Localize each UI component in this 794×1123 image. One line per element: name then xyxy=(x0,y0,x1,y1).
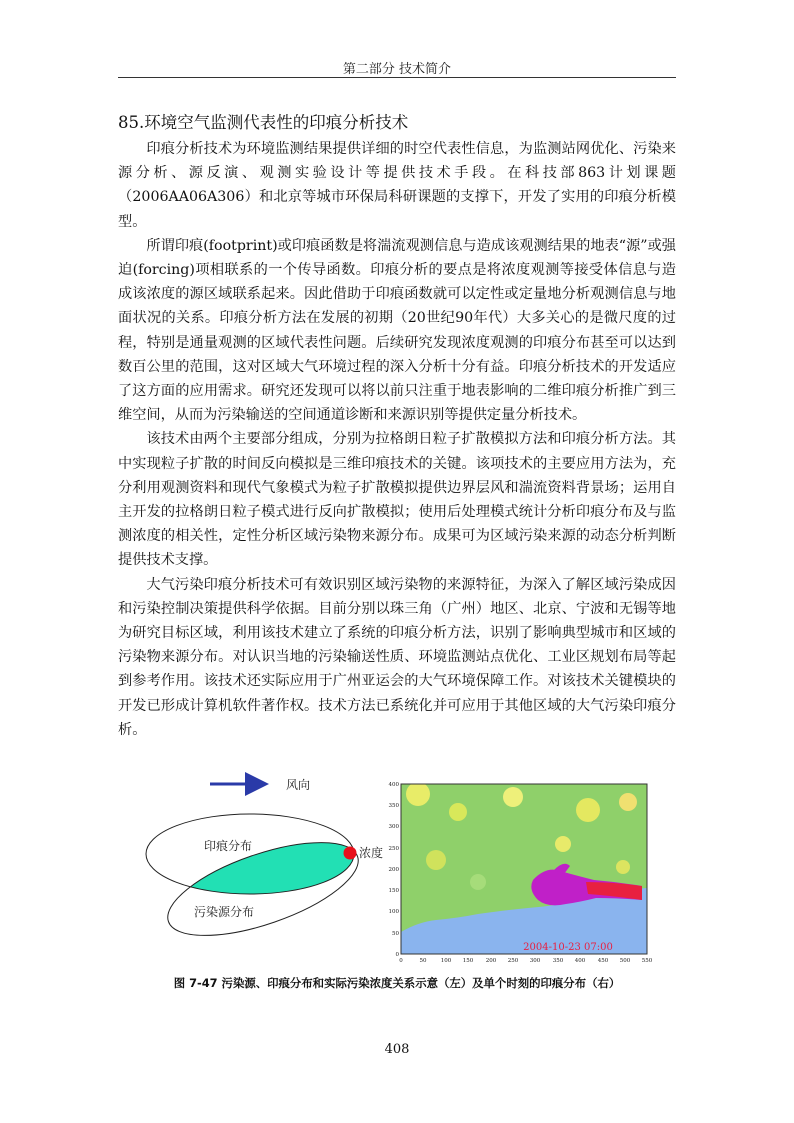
x-tick: 550 xyxy=(641,958,653,964)
map-timestamp: 2004-10-23 07:00 xyxy=(523,942,613,953)
y-tick: 50 xyxy=(392,931,399,937)
y-tick: 400 xyxy=(388,782,399,788)
y-tick: 150 xyxy=(388,888,399,894)
figure xyxy=(118,772,676,972)
y-tick: 200 xyxy=(388,867,399,873)
section-title: 85.环境空气监测代表性的印痕分析技术 xyxy=(118,113,409,132)
y-tick: 250 xyxy=(388,846,399,852)
source-label: 污染源分布 xyxy=(194,905,255,919)
x-tick: 500 xyxy=(619,958,631,964)
x-tick: 100 xyxy=(440,958,452,964)
x-tick: 0 xyxy=(399,958,403,964)
x-tick: 450 xyxy=(597,958,609,964)
x-tick: 250 xyxy=(507,958,519,964)
y-tick: 100 xyxy=(388,909,399,915)
y-tick: 300 xyxy=(388,824,399,830)
y-tick: 350 xyxy=(388,803,399,809)
figure-caption: 图 7-47 污染源、印痕分布和实际污染浓度关系示意（左）及单个时刻的印痕分布（右） xyxy=(173,976,621,990)
x-tick: 150 xyxy=(462,958,474,964)
figure-svg xyxy=(118,772,676,972)
paragraph-1: 印痕分析技术为环境监测结果提供详细的时空代表性信息，为监测站网优化、污染来源分析、源反演、观测实验设计等提供技术手段。在科技部863计划课题（2006AA06A306）和北京等城市环保局科研课题的支撑下，开发了实用的印痕分析模型。 xyxy=(118,141,676,230)
wind-label: 风向 xyxy=(286,778,311,792)
map-y-axis xyxy=(389,782,400,958)
x-tick: 300 xyxy=(529,958,541,964)
footprint-map xyxy=(389,782,653,964)
y-tick: 0 xyxy=(395,952,399,958)
map-x-axis xyxy=(399,958,652,964)
receptor-dot xyxy=(344,847,357,860)
paragraph-2: 所谓印痕(footprint)或印痕函数是将湍流观测信息与造成该观测结果的地表“源”或强迫(forcing)项相联系的一个传导函数。印痕分析的要点是将浓度观测等接受体信息与造成该浓度的源区域联系起来。因此借助于印痕函数就可以定性或定量地分析观测信息与地面状况的关系。印痕分析方法在发展的初期（20世纪90年代）大多关心的是微尺度的过程，特别是通量观测的区域代表性问题。后续研究发现浓度观测的印痕分布甚至可以达到数百公里的范围，这对区域大气环境过程的深入分析十分有益。印痕分析技术的开发适应了这方面的应用需求。研究还发现可以将以前只注重于地表影响的二维印痕分析推广到三维空间，从而为污染输送的空间通道诊断和来源识别等提供定量分析技术。 xyxy=(118,237,676,424)
footprint-label: 印痕分布 xyxy=(204,839,253,853)
schematic-diagram xyxy=(146,778,383,955)
paragraph-4: 大气污染印痕分析技术可有效识别区域污染物的来源特征，为深入了解区域污染成因和污染控制决策提供科学依据。目前分别以珠三角（广州）地区、北京、宁波和无锡等地为研究目标区域，利用该技术建立了系统的印痕分析方法，识别了影响典型城市和区域的污染物来源分布。对认识当地的污染输送性质、环境监测站点优化、工业区规划布局等起到参考作用。该技术还实际应用于广州亚运会的大气环境保障工作。对该技术关键模块的开发已形成计算机软件著作权。技术方法已系统化并可应用于其他区域的大气污染印痕分析。 xyxy=(118,576,676,738)
x-tick: 200 xyxy=(485,958,497,964)
concentration-label: 浓度 xyxy=(359,846,384,860)
x-tick: 400 xyxy=(574,958,586,964)
header-rule xyxy=(118,77,676,78)
overlap-region xyxy=(157,823,369,954)
running-header: 第二部分 技术简介 xyxy=(342,62,452,77)
x-tick: 350 xyxy=(552,958,564,964)
body-text xyxy=(118,137,676,742)
page-number: 408 xyxy=(384,1042,410,1057)
x-tick: 50 xyxy=(419,958,427,964)
paragraph-3: 该技术由两个主要部分组成，分别为拉格朗日粒子扩散模拟方法和印痕分析方法。其中实现粒子扩散的时间反向模拟是三维印痕技术的关键。该项技术的主要应用方法为，充分利用观测资料和现代气象模式为粒子扩散模拟提供边界层风和湍流资料背景场；运用自主开发的拉格朗日粒子模式进行反向扩散模拟；使用后处理模式统计分析印痕分布及与监测浓度的相关性，定性分析区域污染物来源分布。成果可为区域污染来源的动态分析判断提供技术支撑。 xyxy=(118,431,676,569)
